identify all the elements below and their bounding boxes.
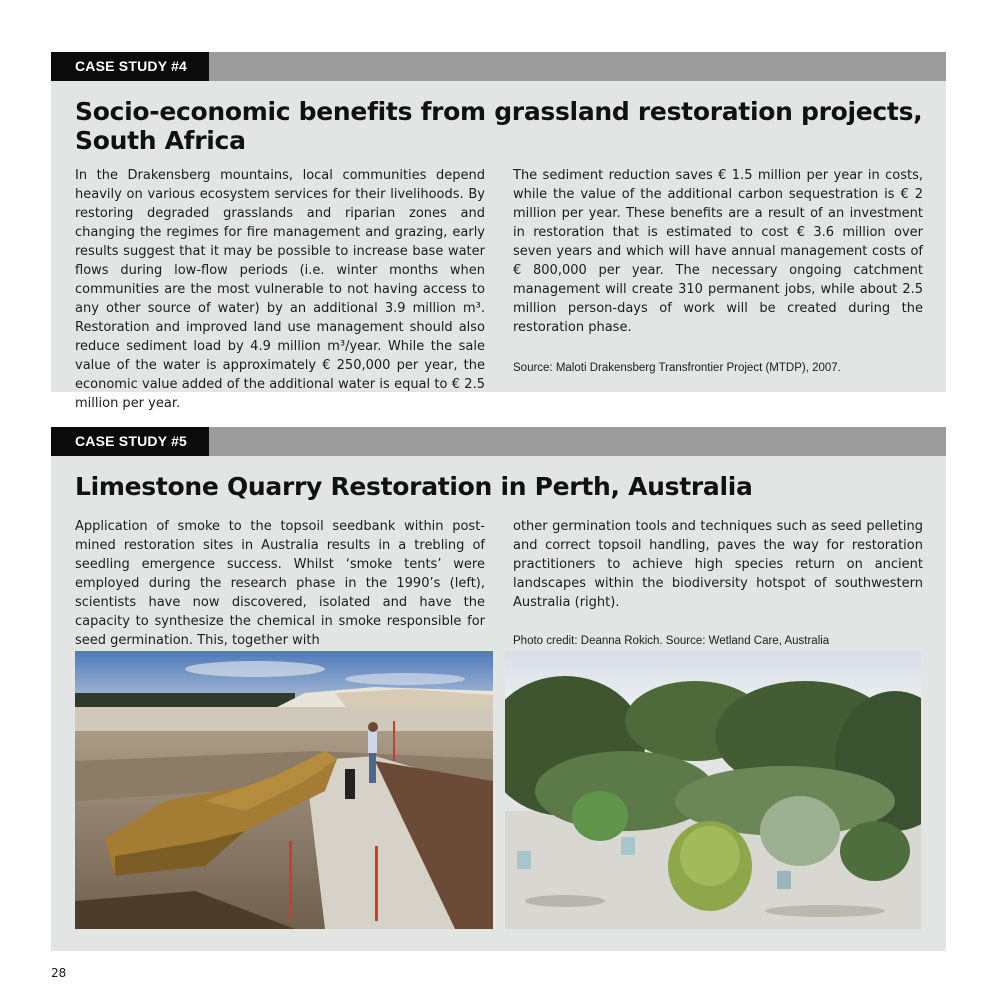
case-study-4-label: CASE STUDY #4 xyxy=(51,52,209,81)
smoke-tents-illustration xyxy=(75,651,493,929)
case-study-4-title-line2: South Africa xyxy=(75,126,246,155)
case-study-4 xyxy=(51,52,946,411)
case-study-4-source: Source: Maloti Drakensberg Transfrontier Project (MTDP), 2007. xyxy=(513,362,841,374)
case-study-4-body-right: The sediment reduction saves € 1.5 million per year in costs, while the value of the additional carbon sequestration is € 2 million per year. These benefits are a result of an investment in restoration that is estimated to cost € 3.6 million over seven years and which will have annual management costs of € 800,000 per year. The necessary ongoing catchment management will create 310 permanent jobs, while about 2.5 million person-days of work will be created during the restoration phase. xyxy=(513,168,923,335)
case-study-4-title-line1: Socio-economic benefits from grassland restoration projects, xyxy=(75,97,923,126)
case-study-5-title: Limestone Quarry Restoration in Perth, Australia xyxy=(75,472,753,501)
case-study-5-body-right: other germination tools and techniques such as seed pelleting and correct topsoil handling, paves the way for restoration practitioners to achieve high species return on ancient landscapes within the biodiversity hotspot of southwestern Australia (right). xyxy=(513,519,923,610)
case-study-5-header-bar xyxy=(51,427,946,456)
case-study-5-column-right xyxy=(513,517,923,651)
case-study-4-body-left: In the Drakensberg mountains, local communities depend heavily on various ecosystem services for their livelihoods. By restoring degraded grasslands and riparian zones and changing the regimes for fire management and grazing, early results suggest that it may be possible to increase base water flows during low-flow periods (i.e. winter months when communities are the most vulnerable to not having access to any other source of water) by an additional 3.9 million m³. Restoration and improved land use management should also reduce sediment load by 4.9 million m³/year. While the sale value of the water is approximately € 250,000 per year, the economic value added of the additional water is equal to € 2.5 million per year. xyxy=(75,168,485,411)
smoke-tents-photo xyxy=(75,651,493,929)
case-study-5-photo-credit: Photo credit: Deanna Rokich. Source: Wetland Care, Australia xyxy=(513,635,830,647)
restored-vegetation-illustration xyxy=(505,651,921,929)
case-study-4-title xyxy=(75,97,922,155)
case-study-4-header-bar xyxy=(51,52,946,81)
case-study-5-label: CASE STUDY #5 xyxy=(51,427,209,456)
case-study-5 xyxy=(51,427,946,951)
case-study-4-column-left xyxy=(75,166,485,413)
case-study-5-body-left: Application of smoke to the topsoil seedbank within post-mined restoration sites in Australia results in a trebling of seedling emergence success. Whilst ‘smoke tents’ were employed during the research phase in the 1990’s (left), scientists have now discovered, isolated and have the capacity to synthesize the chemical in smoke responsible for seed germination. This, together with xyxy=(75,519,485,648)
case-study-4-column-right xyxy=(513,166,923,378)
page-number: 28 xyxy=(51,966,67,980)
case-study-5-column-left xyxy=(75,517,485,650)
restored-vegetation-photo xyxy=(505,651,921,929)
